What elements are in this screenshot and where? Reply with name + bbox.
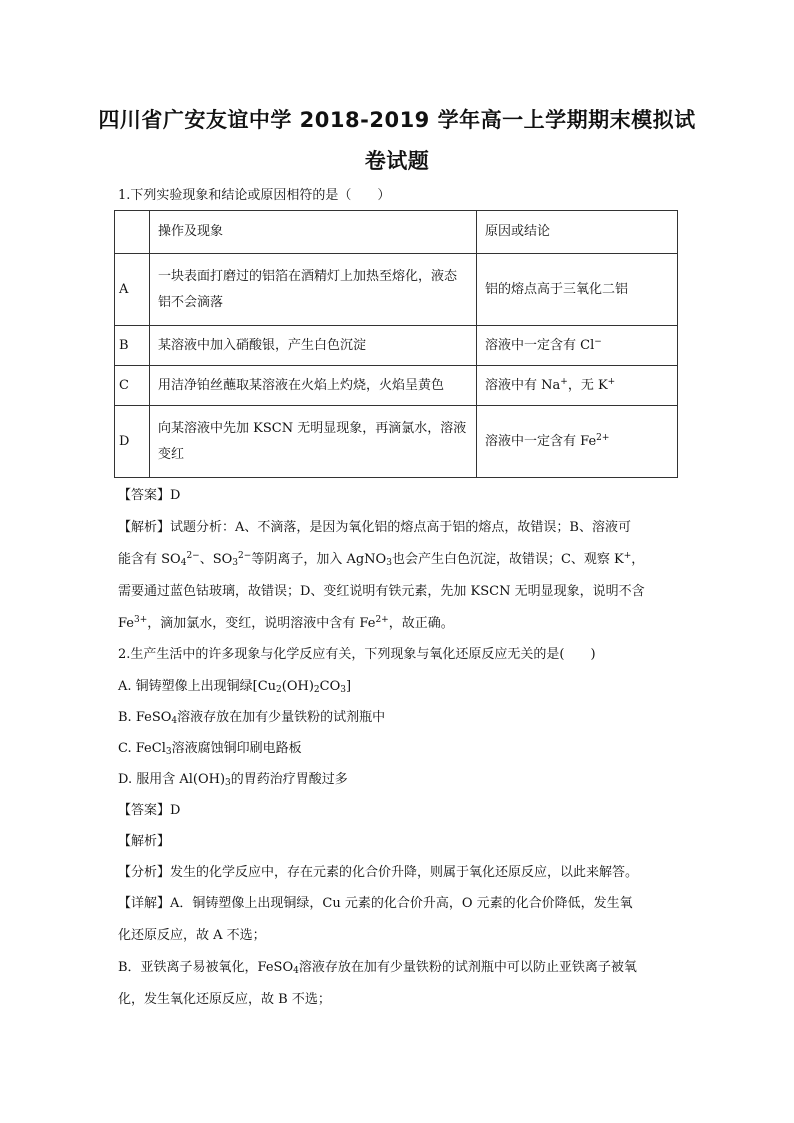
operation-line: 一块表面打磨过的铝箔在酒精灯上加热至熔化，液态 xyxy=(158,268,458,284)
operation-cell: 某溶液中加入硝酸银，产生白色沉淀 xyxy=(150,326,477,366)
table-header-cell: 操作及现象 xyxy=(150,211,477,254)
table-header-cell: 原因或结论 xyxy=(477,211,678,254)
table-row xyxy=(115,366,678,406)
conclusion-text: 溶液中有 Na xyxy=(485,377,561,393)
question-2-analysis-heading: 【解析】 xyxy=(118,834,171,849)
conclusion-cell xyxy=(477,326,678,366)
question-1-answer: 【答案】D xyxy=(118,488,181,503)
table-header-cell xyxy=(115,211,150,254)
table-header-row xyxy=(115,211,678,254)
question-2-detail-line: 【详解】A．铜铸塑像上出现铜绿，Cu 元素的化合价升高，O 元素的化合价降低，发生氧 xyxy=(118,896,633,911)
charge-superscript: + xyxy=(560,376,568,387)
question-2-detail-line: 化，发生氧化还原反应，故 B 不选； xyxy=(118,992,331,1007)
question-1-analysis-line: $Fe^{3+}$，滴加氯水，变红，说明溶液中含有 $Fe^{2+}$，故正确。 xyxy=(118,615,454,631)
conclusion-cell xyxy=(477,366,678,406)
charge-superscript: + xyxy=(607,376,616,387)
question-1-analysis-line: 【解析】试题分析：A、不滴落，是因为氧化铝的熔点高于铝的熔点，故错误；B、溶液可 xyxy=(118,520,631,535)
conclusion-text: ，无 K xyxy=(567,377,608,393)
charge-superscript: − xyxy=(594,336,602,347)
operation-line: 变红 xyxy=(158,446,185,462)
table-row xyxy=(115,406,678,478)
conclusion-cell: 铝的熔点高于三氧化二铝 xyxy=(477,254,678,326)
row-label: B xyxy=(115,326,150,366)
document-title-line2: 卷试题 xyxy=(364,149,430,173)
question-2-detail-line: B．亚铁离子易被氧化，FeSO$_4$溶液存放在加有少量铁粉的试剂瓶中可以防止亚铁离子被氧 xyxy=(118,960,637,976)
document-title-line1: 四川省广安友谊中学 2018-2019 学年高一上学期期末模拟试 xyxy=(98,108,696,132)
table-row xyxy=(115,254,678,326)
question-1-analysis-line: 需要通过蓝色钴玻璃，故错误；D、变红说明有铁元素，先加 KSCN 无明显现象，说明不含 xyxy=(118,584,645,599)
operation-line: 铝不会滴落 xyxy=(158,294,224,310)
conclusion-text: 溶液中一定含有 Fe xyxy=(485,433,597,449)
question-1-analysis-line: 能含有 $SO_4^{2-}$、$SO_3^{2-}$等阴离子，加入 AgNO$_3$也会产生白色沉淀，故错误；C、观察 K+， xyxy=(118,551,645,568)
question-2-answer: 【答案】D xyxy=(118,803,181,818)
operation-cell xyxy=(150,406,477,478)
conclusion-cell xyxy=(477,406,678,478)
conclusion-text: 溶液中一定含有 Cl xyxy=(485,337,595,353)
operation-cell xyxy=(150,254,477,326)
question-2-option-c: C. FeCl$_3$溶液腐蚀铜印刷电路板 xyxy=(118,741,302,757)
table-row xyxy=(115,326,678,366)
question-1-stem: 1.下列实验现象和结论或原因相符的是（ ） xyxy=(118,188,391,203)
charge-superscript: 2+ xyxy=(596,432,610,443)
question-2-stem: 2.生产生活中的许多现象与化学反应有关，下列现象与氧化还原反应无关的是( ) xyxy=(118,647,596,662)
operation-cell: 用洁净铂丝蘸取某溶液在火焰上灼烧，火焰呈黄色 xyxy=(150,366,477,406)
question-2-option-d: D. 服用含 $Al(OH)_3$的胃药治疗胃酸过多 xyxy=(118,772,348,788)
question-2-option-a: A. 铜铸塑像上出现铜绿$[Cu_2(OH)_2CO_3]$ xyxy=(118,679,352,695)
operation-line: 向某溶液中先加 KSCN 无明显现象，再滴氯水，溶液 xyxy=(158,420,467,436)
question-2-detail-line: 化还原反应，故 A 不选； xyxy=(118,928,266,943)
question-2-option-b: B. FeSO$_4$溶液存放在加有少量铁粉的试剂瓶中 xyxy=(118,710,386,726)
question-2-analysis-summary: 【分析】发生的化学反应中，存在元素的化合价升降，则属于氧化还原反应，以此来解答。 xyxy=(118,865,639,880)
question-1-table xyxy=(114,210,678,478)
row-label: C xyxy=(115,366,150,406)
row-label: A xyxy=(115,254,150,326)
row-label: D xyxy=(115,406,150,478)
